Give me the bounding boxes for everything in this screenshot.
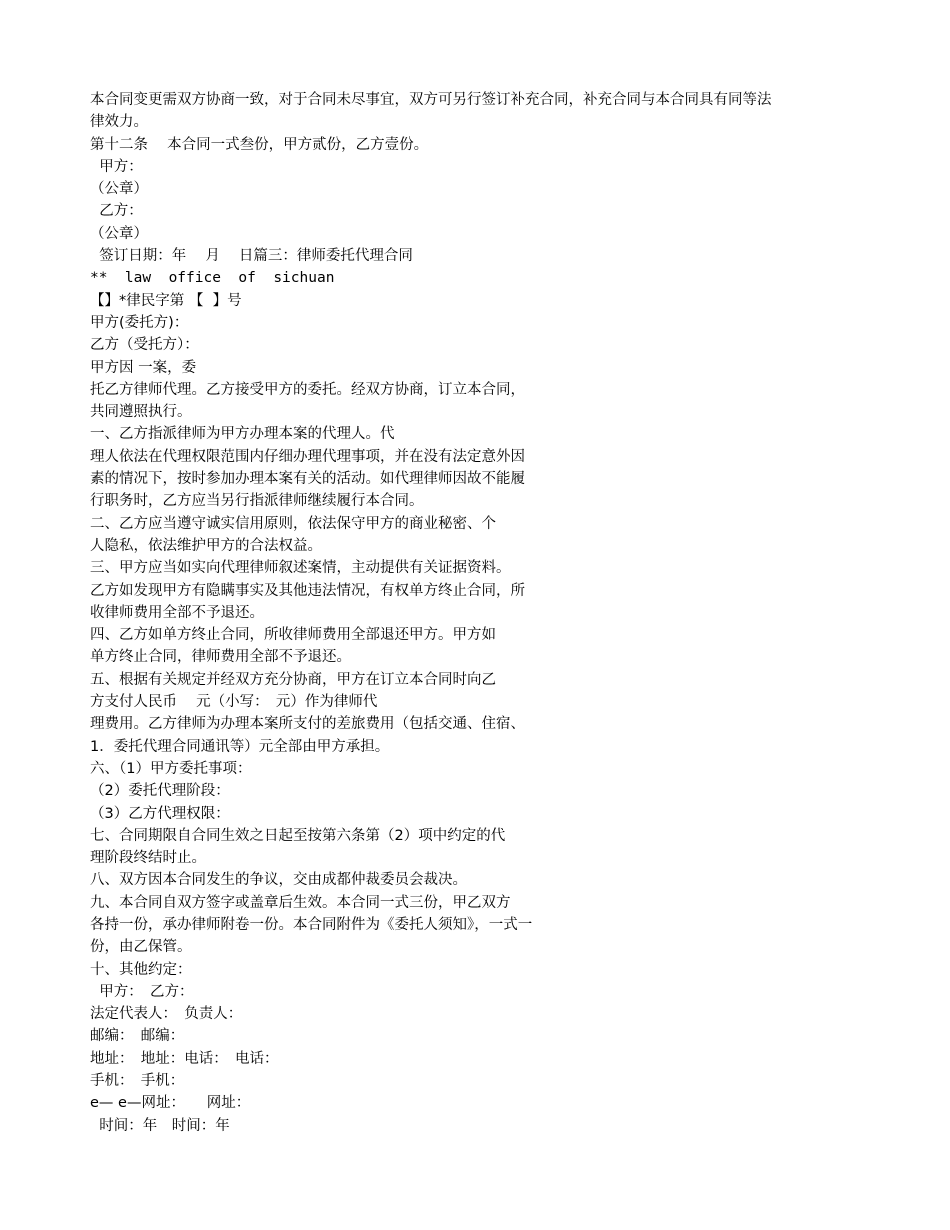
text-line: 行职务时，乙方应当另行指派律师继续履行本合同。 <box>90 493 424 510</box>
clause-ten-line: 十、其他约定： <box>90 961 192 978</box>
text-line: 素的情况下，按时参加办理本案有关的活动。如代理律师因故不能履 <box>90 471 525 488</box>
signing-date-line: 签订日期：年 月 日篇三：律师委托代理合同 <box>90 248 413 265</box>
clause-three-line: 三、甲方应当如实向代理律师叙述案情，主动提供有关证据资料。 <box>90 560 511 577</box>
text-line: 收律师费用全部不予退还。 <box>90 604 264 621</box>
postcode-line: 邮编： 邮编： <box>90 1028 185 1045</box>
text-line: 乙方如发现甲方有隐瞒事实及其他违法情况，有权单方终止合同，所 <box>90 582 525 599</box>
clause-four-line: 四、乙方如单方终止合同，所收律师费用全部退还甲方。甲方如 <box>90 627 496 644</box>
case-number-line: 【】*律民字第 【 】号 <box>90 292 242 309</box>
clause-eight-line: 八、双方因本合同发生的争议，交由成都仲裁委员会裁决。 <box>90 872 467 889</box>
text-line: 各持一份，承办律师附卷一份。本合同附件为《委托人须知》，一式一 <box>90 916 533 933</box>
text-line: （2）委托代理阶段： <box>90 783 230 800</box>
official-seal-label: （公章） <box>90 225 148 242</box>
document-page <box>90 89 890 1137</box>
party-b-agent-line: 乙方（受托方）： <box>90 337 199 354</box>
text-line: 方支付人民币 元（小写： 元）作为律师代 <box>90 694 378 711</box>
mobile-line: 手机： 手机： <box>90 1073 185 1090</box>
party-a-label: 甲方： <box>90 158 143 175</box>
clause-one-line: 一、乙方指派律师为甲方办理本案的代理人。代 <box>90 426 395 443</box>
text-line: （3）乙方代理权限： <box>90 805 230 822</box>
text-line: 理人依法在代理权限范围内仔细办理代理事项，并在没有法定意外因 <box>90 448 525 465</box>
text-line: 人隐私，依法维护甲方的合法权益。 <box>90 537 322 554</box>
clause-two-line: 二、乙方应当遵守诚实信用原则，依法保守甲方的商业秘密、个 <box>90 515 496 532</box>
law-office-line: ** law office of sichuan <box>90 270 335 287</box>
text-line: 理费用。乙方律师为办理本案所支付的差旅费用（包括交通、住宿、 <box>90 716 525 733</box>
text-line: 份，由乙保管。 <box>90 939 192 956</box>
text-line: 甲方因 一案，委 <box>90 359 197 376</box>
text-line: 1．委托代理合同通讯等）元全部由甲方承担。 <box>90 738 390 755</box>
text-line: 本合同变更需双方协商一致，对于合同未尽事宜，双方可另行签订补充合同，补充合同与本合同具有同等法 <box>90 92 772 108</box>
address-phone-line: 地址： 地址：电话： 电话： <box>90 1050 279 1067</box>
time-line: 时间：年 时间：年 <box>90 1117 230 1134</box>
clause-five-line: 五、根据有关规定并经双方充分协商，甲方在订立本合同时向乙 <box>90 671 496 688</box>
text-line: 律效力。 <box>90 114 148 131</box>
clause-six-line: 六、（1）甲方委托事项： <box>90 760 252 777</box>
text-line: 托乙方律师代理。乙方接受甲方的委托。经双方协商，订立本合同， <box>90 381 525 398</box>
party-b-label: 乙方： <box>90 203 143 220</box>
official-seal-label: （公章） <box>90 181 148 198</box>
legal-representative-line: 法定代表人： 负责人： <box>90 1006 243 1023</box>
article-twelve-line: 第十二条 本合同一式叁份，甲方贰份，乙方壹份。 <box>90 136 429 153</box>
clause-nine-line: 九、本合同自双方签字或盖章后生效。本合同一式三份，甲乙双方 <box>90 894 511 911</box>
text-line: 单方终止合同，律师费用全部不予退还。 <box>90 649 351 666</box>
signature-parties-line: 甲方： 乙方： <box>90 983 194 1000</box>
party-a-client-line: 甲方(委托方)： <box>90 314 189 331</box>
clause-seven-line: 七、合同期限自合同生效之日起至按第六条第（2）项中约定的代 <box>90 827 506 844</box>
email-website-line: e— e—网址： 网址： <box>90 1095 251 1112</box>
text-line: 共同遵照执行。 <box>90 404 192 421</box>
text-line: 理阶段终结时止。 <box>90 850 206 867</box>
